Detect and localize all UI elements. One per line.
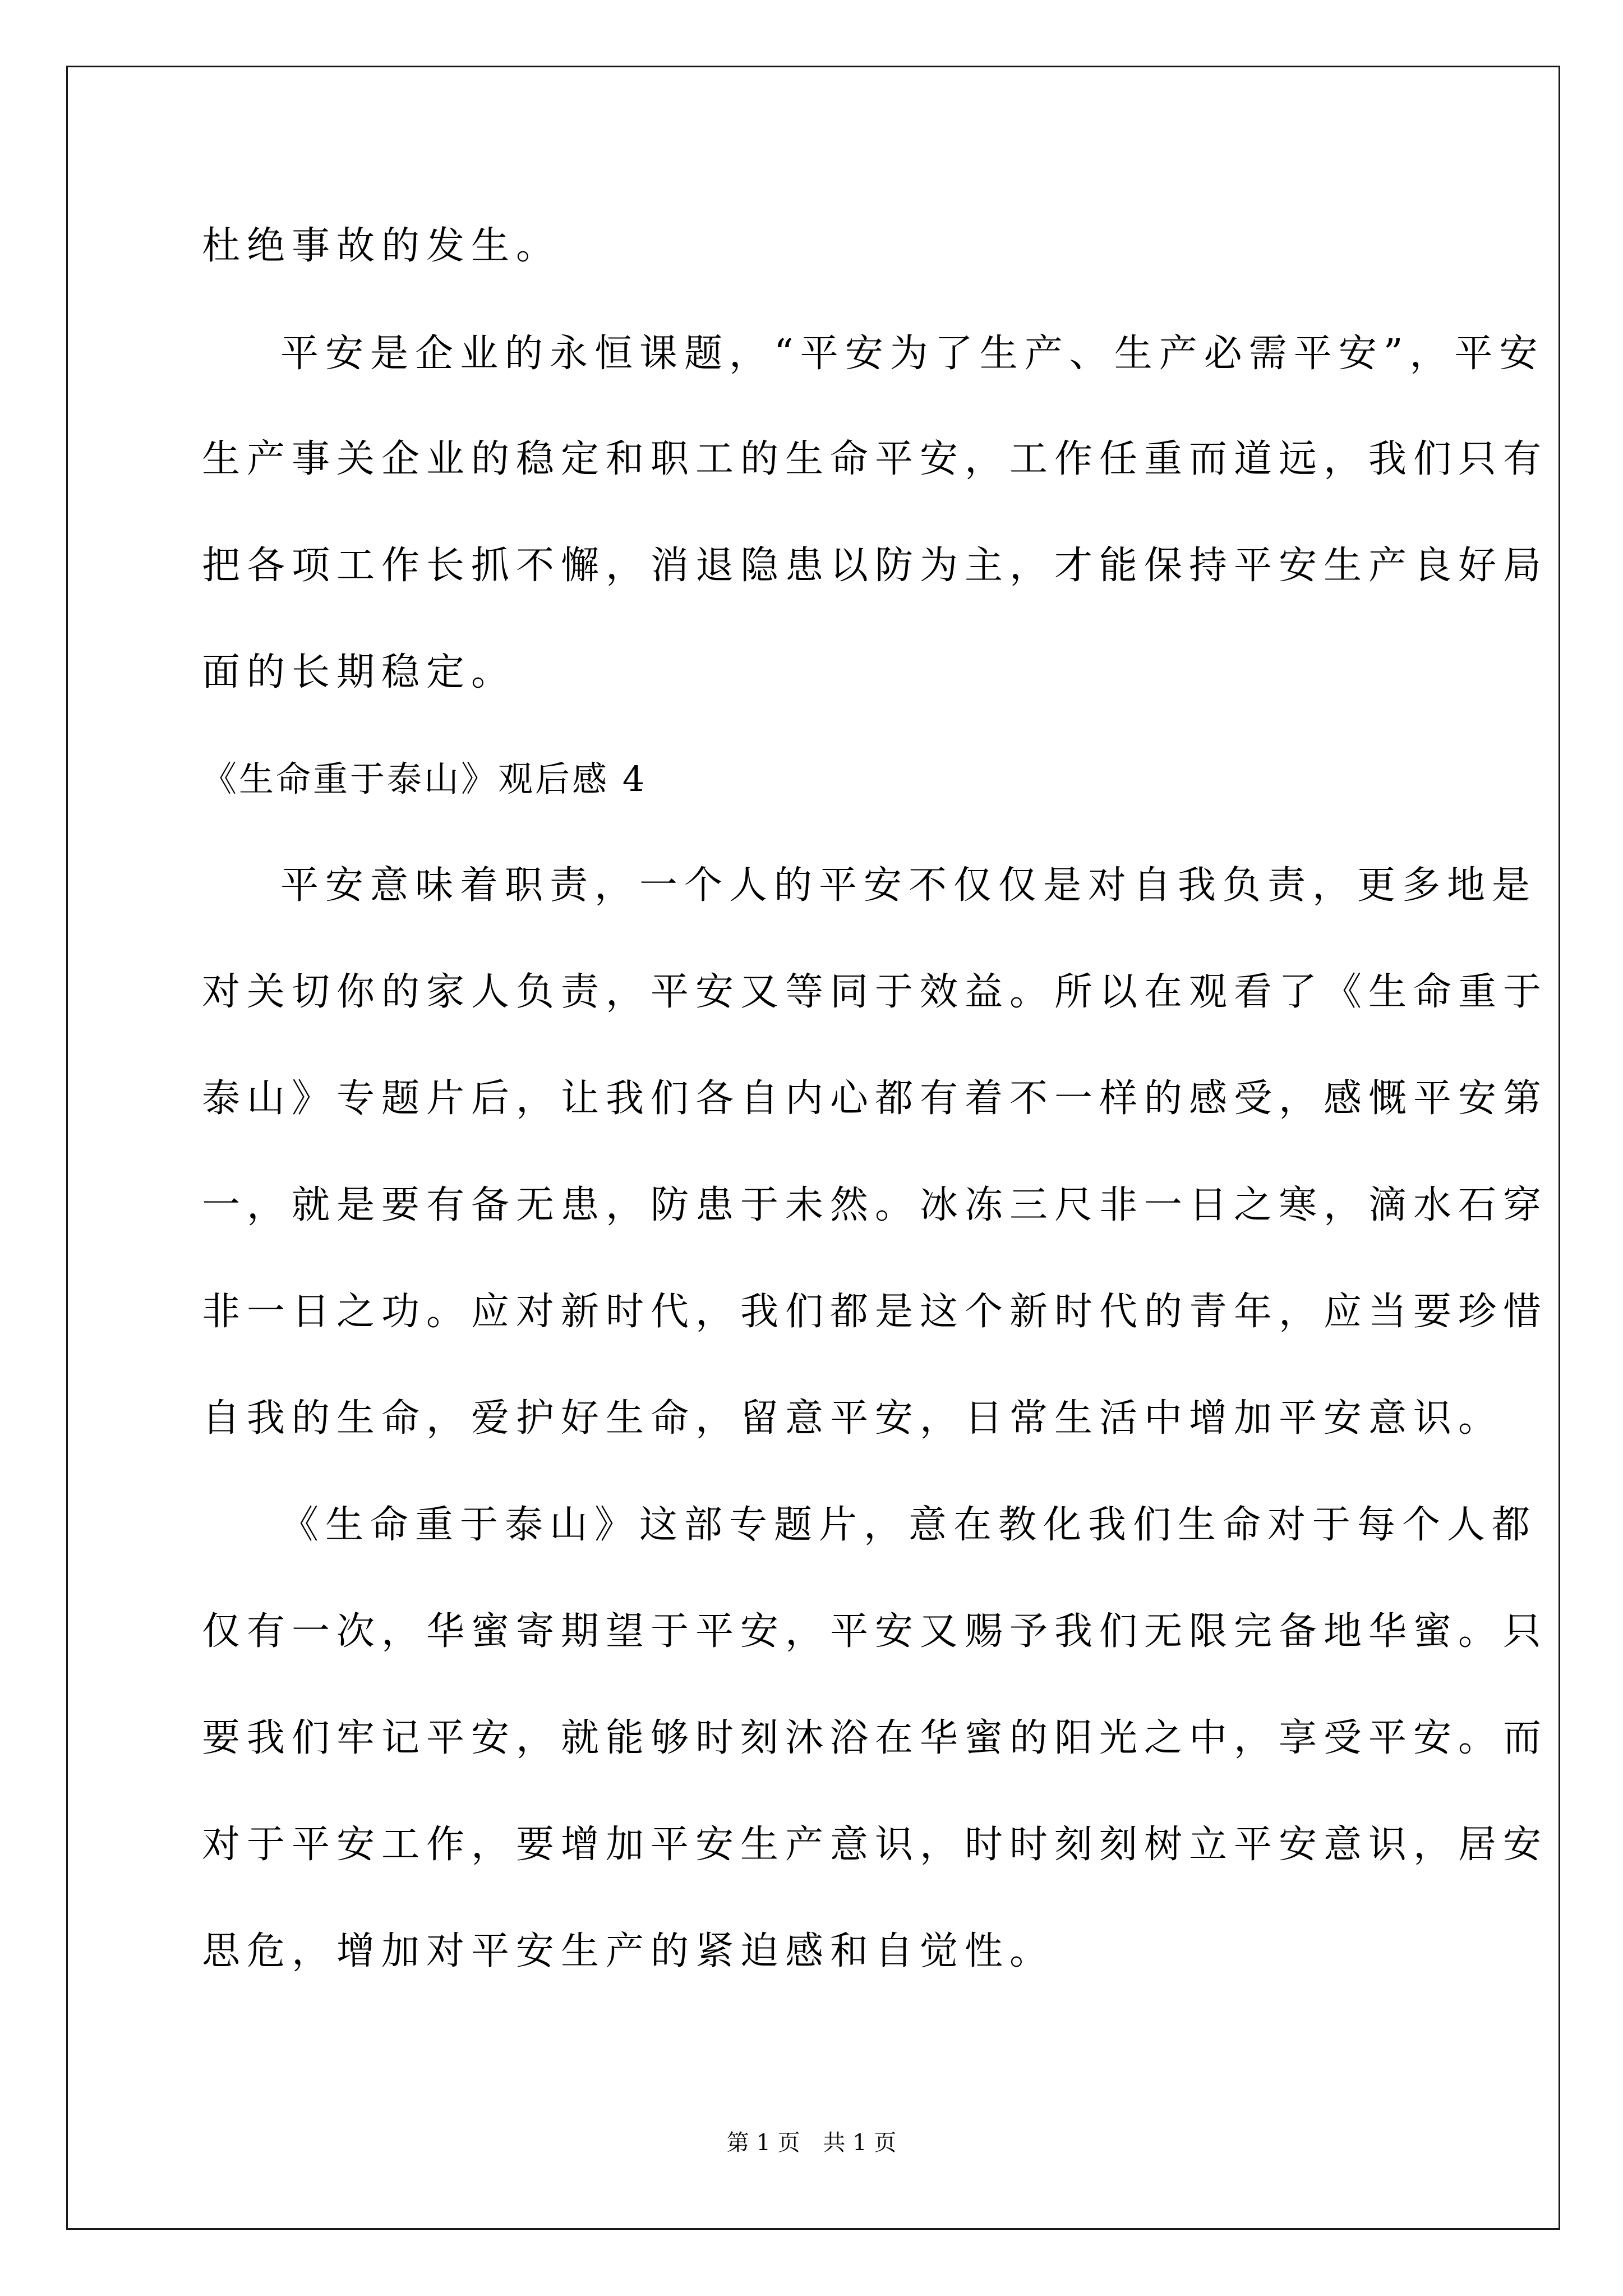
paragraph-4-line-1: 《生命重于泰山》这部专题片，意在教化我们生命对于每个人都 (280, 1503, 1537, 1547)
paragraph-2-line-1: 平安是企业的永恒课题，“平安为了生产、生产必需平安”，平安 (280, 332, 1544, 376)
paragraph-4-line-5: 思危，增加对平安生产的紧迫感和自觉性。 (202, 1929, 1055, 1973)
paragraph-2-line-4: 面的长期稳定。 (202, 650, 517, 694)
paragraph-3-line-6: 自我的生命，爱护好生命，留意平安，日常生活中增加平安意识。 (202, 1396, 1504, 1441)
page-footer (0, 2125, 1623, 2157)
paragraph-2-line-2: 生产事关企业的稳定和职工的生命平安，工作任重而道远，我们只有 (202, 437, 1548, 481)
section-heading: 《生命重于泰山》观后感 4 (202, 758, 647, 799)
paragraph-3-line-5: 非一日之功。应对新时代，我们都是这个新时代的青年，应当要珍惜 (202, 1290, 1548, 1334)
page-total: 共 1 页 (823, 2130, 897, 2156)
paragraph-4-line-3: 要我们牢记平安，就能够时刻沐浴在华蜜的阳光之中，享受平安。而 (202, 1716, 1548, 1760)
paragraph-3-line-3: 泰山》专题片后，让我们各自内心都有着不一样的感受，感慨平安第 (202, 1076, 1548, 1121)
paragraph-3-line-1: 平安意味着职责，一个人的平安不仅仅是对自我负责，更多地是 (280, 863, 1537, 908)
paragraph-1-line-1: 杜绝事故的发生。 (202, 224, 561, 268)
page-number: 第 1 页 (726, 2130, 800, 2156)
paragraph-3-line-4: 一，就是要有备无患，防患于未然。冰冻三尺非一日之寒，滴水石穿 (202, 1183, 1548, 1227)
paragraph-4-line-4: 对于平安工作，要增加平安生产意识，时时刻刻树立平安意识，居安 (202, 1823, 1548, 1867)
paragraph-4-line-2: 仅有一次，华蜜寄期望于平安，平安又赐予我们无限完备地华蜜。只 (202, 1609, 1548, 1654)
paragraph-2-line-3: 把各项工作长抓不懈，消退隐患以防为主，才能保持平安生产良好局 (202, 544, 1548, 588)
paragraph-3-line-2: 对关切你的家人负责，平安又等同于效益。所以在观看了《生命重于 (202, 970, 1548, 1014)
